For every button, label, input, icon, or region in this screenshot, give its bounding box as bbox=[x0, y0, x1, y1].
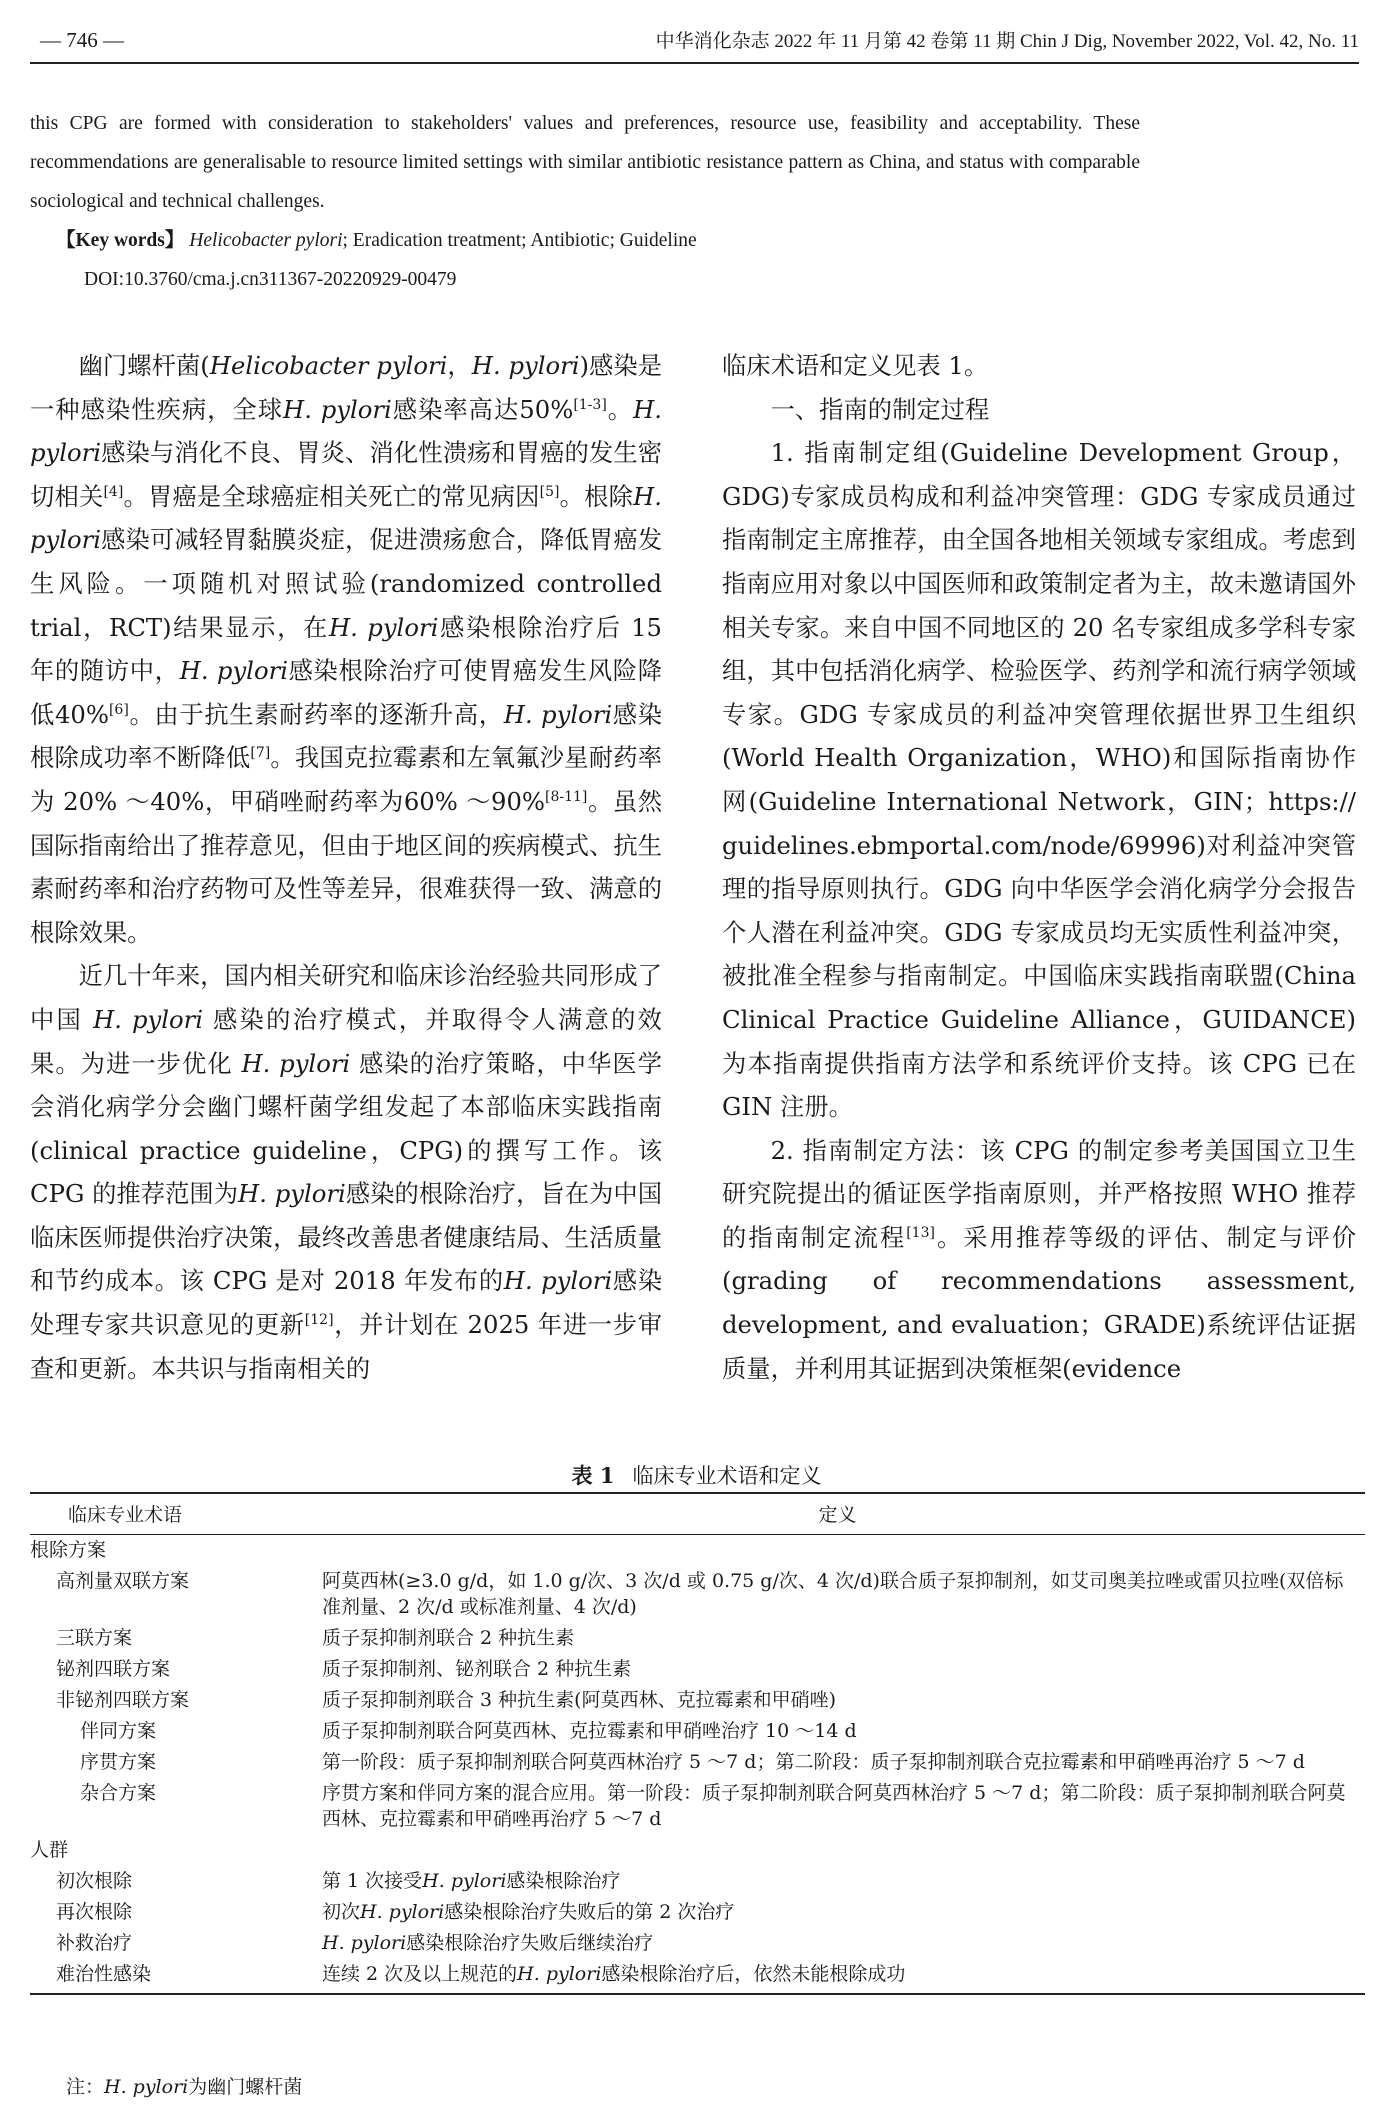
text-run: 。胃癌是全球癌症相关死亡的常见病因 bbox=[123, 481, 540, 511]
text-run: 注： bbox=[66, 2076, 105, 2098]
section-heading: 一、指南的制定过程 bbox=[770, 394, 990, 424]
text-run: 阿莫西林(≥3.0 g/d，如 1.0 g/次、3 次/d 或 0.75 g/次、4 次/d)联合质子泵抑制剂，如艾司奥美拉唑或雷贝拉唑(双倍标准剂量、2 次/d 或标准剂量、4 次/d) bbox=[322, 1570, 1344, 1618]
table-note bbox=[66, 2072, 302, 2099]
terms-table bbox=[30, 1492, 1365, 1995]
citation-ref: [1-3] bbox=[573, 396, 607, 413]
table-number: 表 1 bbox=[571, 1463, 615, 1488]
term-cell: 铋剂四联方案 bbox=[56, 1658, 171, 1680]
citation-ref: [13] bbox=[906, 1224, 935, 1241]
text-run: 感染根除成功率不断降低 bbox=[30, 699, 663, 773]
abstract-block bbox=[30, 104, 1140, 299]
citation-ref: [7] bbox=[250, 745, 271, 762]
italic-term: H. pylori bbox=[471, 351, 580, 380]
italic-term: H. pylori bbox=[93, 1004, 204, 1034]
table-row bbox=[30, 1897, 1365, 1928]
text-run: 幽门螺杆菌( bbox=[78, 351, 210, 380]
text-run: 感染率高达50% bbox=[391, 394, 574, 424]
term-cell: 根除方案 bbox=[30, 1539, 107, 1561]
column-header-term: 临床专业术语 bbox=[30, 1493, 310, 1535]
term-cell: 难治性感染 bbox=[30, 1959, 310, 1994]
term-cell: 杂合方案 bbox=[80, 1782, 157, 1804]
journal-citation: 中华消化杂志 2022 年 11 月第 42 卷第 11 期 Chin J Dig, November 2022, Vol. 42, No. 11 bbox=[655, 31, 1359, 52]
citation-ref: [12] bbox=[304, 1312, 334, 1329]
italic-term: H. pylori bbox=[283, 394, 392, 424]
table-body bbox=[30, 1535, 1365, 1995]
text-run: 2. 指南制定方法：该 CPG 的制定参考美国国立卫生研究院提出的循证医学指南原则，并严格按照 WHO 推荐的指南制定流程 bbox=[722, 1135, 1356, 1252]
doi: DOI:10.3760/cma.j.cn311367-20220929-00479 bbox=[84, 269, 457, 290]
text-run: 感染根除治疗可使胃癌发生风险降低40% bbox=[30, 656, 663, 729]
table-row bbox=[30, 1716, 1365, 1747]
definition-cell bbox=[310, 1566, 1365, 1623]
italic-term: H. pylori bbox=[30, 394, 663, 468]
table-row bbox=[30, 1747, 1365, 1778]
text-run: 。虽然国际指南给出了推荐意见，但由于地区间的疾病模式、抗生素耐药率和治疗药物可及性等差异，很难获得一致、满意的根除效果。 bbox=[30, 786, 663, 947]
table-row bbox=[30, 1654, 1365, 1685]
intro-paragraph-2 bbox=[30, 954, 662, 1390]
keywords-rest: ; Eradication treatment; Antibiotic; Guideline bbox=[342, 230, 697, 251]
definition-cell bbox=[310, 1897, 1365, 1928]
keyword-italic: Helicobacter pylori bbox=[189, 230, 343, 251]
table-row bbox=[30, 1566, 1365, 1623]
table-group-row bbox=[30, 1835, 1365, 1866]
italic-term: H. pylori bbox=[322, 1932, 407, 1954]
abstract-text: this CPG are formed with consideration to stakeholders' values and preferences, resource use, feasibility and acceptability. These recommendations are generalisable to resource limited settings with similar antibiotic resistance pattern as China, and status with comparable sociological and technical challenges. bbox=[30, 113, 1140, 212]
text-run: )感染是一种感染性疾病，全球 bbox=[30, 351, 663, 424]
italic-term: H. pylori bbox=[241, 1048, 351, 1078]
keywords bbox=[30, 221, 1140, 260]
italic-term: H. pylori bbox=[104, 2076, 189, 2098]
text-run: ， bbox=[447, 351, 472, 380]
text-run: 。我国克拉霉素和左氧氟沙星耐药率为 20% ～40%，甲硝唑耐药率为60% ～90% bbox=[30, 743, 663, 816]
italic-term: H. pylori bbox=[503, 1266, 613, 1296]
citation-ref: [8-11] bbox=[545, 788, 588, 805]
table-row bbox=[30, 1866, 1365, 1897]
term-cell: 补救治疗 bbox=[56, 1932, 133, 1954]
definition-cell bbox=[310, 1654, 1365, 1685]
table-title bbox=[0, 1460, 1393, 1490]
table-row bbox=[30, 1959, 1365, 1994]
term-cell: 高剂量双联方案 bbox=[56, 1570, 190, 1592]
table-row bbox=[30, 1623, 1365, 1654]
citation-ref: [5] bbox=[539, 483, 560, 500]
text-run: 感染根除治疗失败后继续治疗 bbox=[406, 1932, 654, 1954]
definition-cell bbox=[310, 1835, 1365, 1866]
text-run: 初次 bbox=[322, 1901, 361, 1923]
italic-term: H. pylori bbox=[238, 1179, 346, 1209]
citation-ref: [4] bbox=[103, 483, 124, 500]
method-paragraph-1 bbox=[722, 431, 1356, 1129]
text-run: 感染根除治疗失败后的第 2 次治疗 bbox=[444, 1901, 735, 1923]
text-run: 感染根除治疗后，依然未能根除成功 bbox=[601, 1963, 906, 1985]
italic-term: H. pylori bbox=[517, 1963, 602, 1985]
left-column bbox=[30, 344, 662, 1390]
text-run: 质子泵抑制剂联合 3 种抗生素(阿莫西林、克拉霉素和甲硝唑) bbox=[322, 1689, 836, 1711]
definition-cell bbox=[310, 1778, 1365, 1835]
term-cell: 人群 bbox=[30, 1839, 69, 1861]
definition-cell bbox=[310, 1535, 1365, 1567]
page-header bbox=[30, 22, 1359, 58]
table-row bbox=[30, 1928, 1365, 1959]
intro-paragraph-1 bbox=[30, 344, 662, 954]
text-run: 。 bbox=[606, 394, 634, 424]
table-reference-text: 临床术语和定义见表 1。 bbox=[722, 351, 989, 380]
table-row bbox=[30, 1778, 1365, 1835]
text-run: 感染根除治疗后 15 年的随访中， bbox=[30, 612, 662, 686]
definition-cell bbox=[310, 1716, 1365, 1747]
definition-cell bbox=[310, 1928, 1365, 1959]
text-run: 感染与消化不良、胃炎、消化性溃疡和胃癌的发生密切相关 bbox=[30, 438, 662, 511]
italic-term: Helicobacter pylori bbox=[209, 351, 448, 380]
header-rule bbox=[30, 62, 1359, 64]
text-run: 为幽门螺杆菌 bbox=[188, 2076, 303, 2098]
text-run: 感染的治疗策略，中华医学会消化病学分会幽门螺杆菌学组发起了本部临床实践指南(clinical practice guideline，CPG)的撰写工作。该 CPG 的推荐范围为 bbox=[30, 1048, 662, 1209]
term-cell: 三联方案 bbox=[56, 1627, 133, 1649]
text-run: 。根除 bbox=[559, 481, 634, 511]
table-row bbox=[30, 1685, 1365, 1716]
text-run: 感染处理专家共识意见的更新 bbox=[30, 1266, 663, 1340]
text-run: 感染的根除治疗，旨在为中国临床医师提供治疗决策，最终改善患者健康结局、生活质量和节约成本。该 CPG 是对 2018 年发布的 bbox=[30, 1179, 662, 1296]
term-cell: 伴同方案 bbox=[80, 1720, 157, 1742]
text-run: 感染可减轻胃黏膜炎症，促进溃疡愈合，降低胃癌发生风险。一项随机对照试验(randomized controlled trial，RCT)结果显示，在 bbox=[30, 525, 662, 642]
term-cell: 初次根除 bbox=[56, 1870, 133, 1892]
text-run: 第 1 次接受 bbox=[322, 1870, 423, 1892]
definition-cell bbox=[310, 1623, 1365, 1654]
term-cell: 非铋剂四联方案 bbox=[56, 1689, 190, 1711]
text-run: 质子泵抑制剂联合 2 种抗生素 bbox=[322, 1627, 575, 1649]
keywords-label: 【Key words】 bbox=[56, 230, 185, 251]
text-run: 第一阶段：质子泵抑制剂联合阿莫西林治疗 5 ～7 d；第二阶段：质子泵抑制剂联合克拉霉素和甲硝唑再治疗 5 ～7 d bbox=[322, 1751, 1305, 1773]
italic-term: H. pylori bbox=[503, 699, 613, 729]
definition-cell bbox=[310, 1747, 1365, 1778]
italic-term: H. pylori bbox=[179, 656, 288, 686]
text-run: 质子泵抑制剂、铋剂联合 2 种抗生素 bbox=[322, 1658, 632, 1680]
table-group-row bbox=[30, 1535, 1365, 1567]
right-column bbox=[722, 344, 1356, 1390]
column-header-definition: 定义 bbox=[310, 1493, 1365, 1535]
definition-cell bbox=[310, 1685, 1365, 1716]
italic-term: H. pylori bbox=[328, 612, 439, 642]
text-run: 连续 2 次及以上规范的 bbox=[322, 1963, 518, 1985]
table-caption: 临床专业术语和定义 bbox=[632, 1464, 822, 1488]
text-run: 序贯方案和伴同方案的混合应用。第一阶段：质子泵抑制剂联合阿莫西林治疗 5 ～7 d；第二阶段：质子泵抑制剂联合阿莫西林、克拉霉素和甲硝唑再治疗 5 ～7 d bbox=[322, 1782, 1346, 1830]
table-header-row bbox=[30, 1493, 1365, 1535]
text-run: 。由于抗生素耐药率的逐渐升高， bbox=[128, 699, 504, 729]
text-run: ，并计划在 2025 年进一步审查和更新。本共识与指南相关的 bbox=[30, 1310, 663, 1383]
italic-term: H. pylori bbox=[360, 1901, 445, 1923]
text-run: 1. 指南制定组(Guideline Development Group，GDG)专家成员构成和利益冲突管理：GDG 专家成员通过指南制定主席推荐，由全国各地相关领域专家组成。考虑到指南应用对象以中国医师和政策制定者为主，故未邀请国外相关专家。来自中国不同地区的 20 名专家组成多学科专家组，其中包括消化病学、检验医学、药剂学和流行病学领域专家。GDG 专家成员的利益冲突管理依据世界卫生组织(World Health Organization，WHO)和国际指南协作网(Guideline International Network，GIN；https:// guidelines.ebmportal.com/node/69996)对利益冲突管理的指导原则执行。GDG 向中华医学会消化病学分会报告个人潜在利益冲突。GDG 专家成员均无实质性利益冲突，被批准全程参与指南制定。中国临床实践指南联盟(China Clinical Practice Guideline Alliance，GUIDANCE)为本指南提供指南方法学和系统评价支持。该 CPG 已在 GIN 注册。 bbox=[722, 438, 1356, 1122]
italic-term: H. pylori bbox=[30, 481, 663, 555]
definition-cell bbox=[310, 1959, 1365, 1994]
page-number: — 746 — bbox=[40, 28, 124, 52]
term-cell: 序贯方案 bbox=[80, 1751, 157, 1773]
text-run: 质子泵抑制剂联合阿莫西林、克拉霉素和甲硝唑治疗 10 ～14 d bbox=[322, 1720, 857, 1742]
method-paragraph-2 bbox=[722, 1129, 1356, 1391]
text-run: 感染根除治疗 bbox=[506, 1870, 621, 1892]
text-run: 感染的治疗模式，并取得令人满意的效果。为进一步优化 bbox=[30, 1004, 662, 1078]
text-run: 近几十年来，国内相关研究和临床诊治经验共同形成了中国 bbox=[30, 961, 662, 1034]
text-run: 。采用推荐等级的评估、制定与评价(grading of recommendations assessment, development, and evaluation；GRADE)系统评估证据质量，并利用其证据到决策框架(evidence bbox=[722, 1222, 1357, 1383]
term-cell: 再次根除 bbox=[56, 1901, 133, 1923]
definition-cell bbox=[310, 1866, 1365, 1897]
italic-term: H. pylori bbox=[422, 1870, 507, 1892]
citation-ref: [6] bbox=[108, 701, 129, 718]
